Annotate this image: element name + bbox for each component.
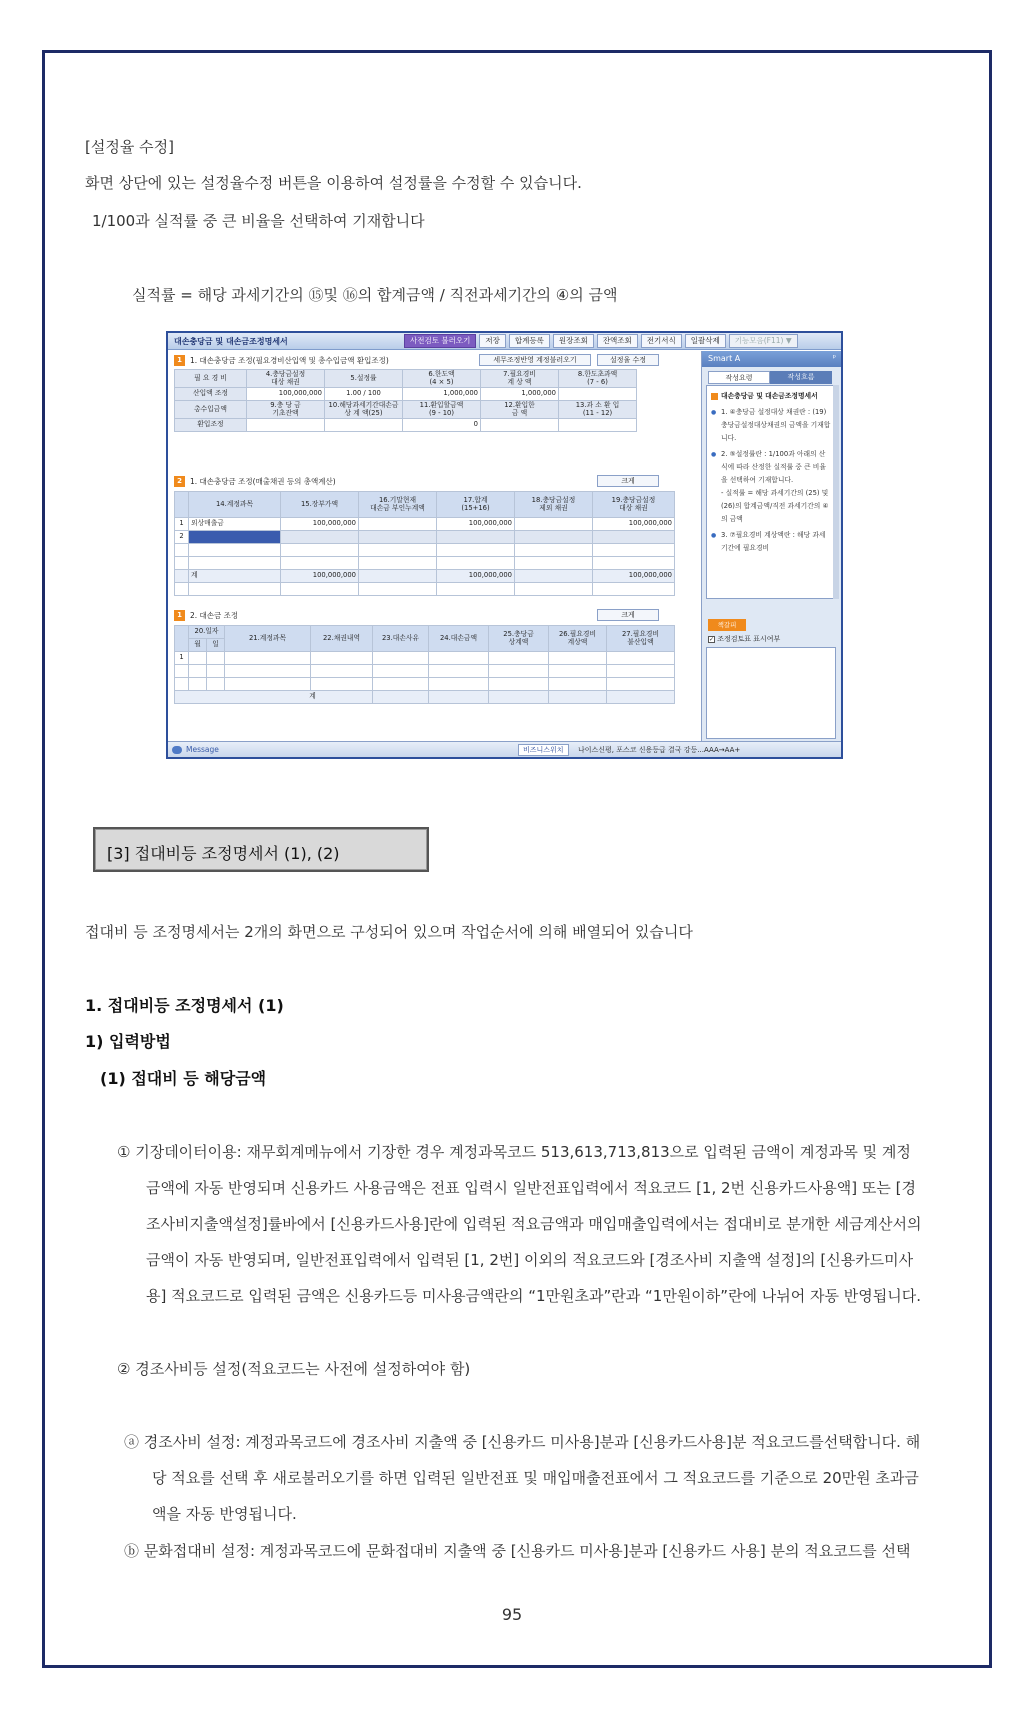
item-1-line: ① 기장데이터이용: 재무회계메뉴에서 기장한 경우 계정과목코드 513,613,713,813으로 입력된 금액이 계정과목 및 계정 — [117, 1143, 911, 1161]
table-cell[interactable]: 외상매출금 — [189, 518, 281, 531]
tab-guide[interactable]: 작성요령 — [708, 371, 770, 384]
row-number: 1 — [175, 652, 189, 665]
table-cell[interactable] — [359, 518, 437, 531]
table-header: 16.기말현재 대손금 부인누계액 — [359, 492, 437, 518]
row-number: 2 — [175, 531, 189, 544]
item-a-line: 당 적요를 선택 후 새로불러오기를 하면 입력된 일반전표 및 매입매출전표에서 그 적요코드를 기준으로 20만원 초과금 — [152, 1469, 919, 1487]
table-header: 7.필요경비 계 상 액 — [481, 370, 559, 388]
table-header: 26.필요경비 계상액 — [549, 626, 607, 652]
table-header: 5.설정률 — [325, 370, 403, 388]
smart-a-header — [702, 351, 842, 367]
table-header: 21.계정과목 — [225, 626, 311, 652]
bulk-delete-button[interactable]: 일괄삭제 — [685, 334, 726, 348]
table-cell[interactable] — [481, 419, 559, 432]
table-header: 9.충 당 금 기초잔액 — [247, 401, 325, 419]
total-cell — [359, 570, 437, 583]
table-cell[interactable]: 1,000,000 — [481, 388, 559, 401]
heading-2: 1) 입력방법 — [85, 1032, 171, 1051]
item-1-line: 용] 적요코드로 입력된 금액은 신용카드등 미사용금액란의 “1만원초과”란과 “1만원이하”란에 나뉘어 자동 반영됩니다. — [146, 1287, 922, 1305]
total-cell: 100,000,000 — [593, 570, 675, 583]
page-number: 95 — [501, 1605, 523, 1624]
row-label: 환입조정 — [175, 419, 247, 432]
intro-heading: [설정율 수정] — [85, 138, 174, 156]
table-header: 월 — [189, 639, 207, 652]
section-allowance-adjust — [174, 354, 694, 432]
load-review-button[interactable]: 사전검토 불러오기 — [404, 334, 476, 348]
save-button[interactable]: 저장 — [479, 334, 506, 348]
bookmark-button[interactable]: 책갈피 — [708, 619, 746, 631]
table-header: 10.해당과세기간대손금 상 계 액(25) — [325, 401, 403, 419]
table-cell[interactable] — [247, 419, 325, 432]
table-header: 14.계정과목 — [189, 492, 281, 518]
embedded-screenshot — [166, 331, 843, 759]
table-header: 6.한도액 (4 × 5) — [403, 370, 481, 388]
table-cell[interactable]: 100,000,000 — [437, 518, 515, 531]
section-bad-debt — [174, 609, 694, 704]
guide-item: ● 1. ④충당금 설정대상 채권란 : (19)충당금설정대상채권의 금액을 기재합니다. — [711, 406, 831, 445]
heading-3: (1) 접대비 등 해당금액 — [100, 1069, 267, 1088]
table-row[interactable] — [175, 518, 675, 531]
table-cell[interactable]: 100,000,000 — [247, 388, 325, 401]
table-cell[interactable] — [515, 518, 593, 531]
tab-flow[interactable]: 작성흐름 — [770, 371, 832, 384]
table-cell[interactable]: 100,000,000 — [593, 518, 675, 531]
window-title: 대손충당금 및 대손금조정명세서 — [174, 337, 288, 346]
enlarge-button[interactable]: 크게 — [597, 475, 659, 487]
scrollbar[interactable] — [833, 385, 839, 599]
total-register-button[interactable]: 합계등록 — [509, 334, 550, 348]
table-header: 25.충당금 상계액 — [489, 626, 549, 652]
section-number: 1 — [174, 355, 185, 366]
table-header: 8.한도초과액 (7 - 6) — [559, 370, 637, 388]
table-cell[interactable]: 100,000,000 — [281, 518, 359, 531]
heading-1: 1. 접대비등 조정명세서 (1) — [85, 996, 284, 1015]
row-label: 산입액 조정 — [175, 388, 247, 401]
table-header: 24.대손금액 — [429, 626, 489, 652]
table-cell[interactable] — [559, 388, 637, 401]
table-row — [175, 583, 675, 596]
toolbar — [404, 334, 798, 348]
section-title: 2. 대손금 조정 — [190, 611, 239, 620]
section-heading-box — [93, 827, 429, 872]
section-number: 1 — [174, 610, 185, 621]
ledger-view-button[interactable]: 원장조회 — [553, 334, 594, 348]
item-b-line: ⓑ 문화접대비 설정: 계정과목코드에 문화접대비 지출액 중 [신용카드 미사용]분과 [신용카드 사용] 분의 적요코드를 선택 — [124, 1542, 911, 1560]
formula-line: 실적률 = 해당 과세기간의 ⑮및 ⑯의 합계금액 / 직전과세기간의 ④의 금액 — [132, 286, 618, 304]
table-row-selected[interactable] — [175, 531, 675, 544]
table-cell[interactable] — [593, 531, 675, 544]
window-titlebar — [168, 333, 841, 350]
table-header: 19.충당금설정 대상 채권 — [593, 492, 675, 518]
paragraph: 접대비 등 조정명세서는 2개의 화면으로 구성되어 있으며 작업순서에 의해 배열되어 있습니다 — [85, 923, 693, 941]
table-header: 22.채권내역 — [311, 626, 373, 652]
message-icon — [172, 746, 182, 754]
row-number: 1 — [175, 518, 189, 531]
table-row — [175, 678, 675, 691]
total-label: 계 — [175, 691, 373, 704]
total-cell: 100,000,000 — [281, 570, 359, 583]
table-cell[interactable]: 0 — [403, 419, 481, 432]
total-row — [175, 691, 675, 704]
review-checkbox[interactable] — [708, 634, 780, 644]
total-cell — [515, 570, 593, 583]
side-tabs — [708, 371, 832, 384]
item-2: ② 경조사비등 설정(적요코드는 사전에 설정하여야 함) — [117, 1360, 471, 1378]
table-cell[interactable] — [559, 419, 637, 432]
table-header: 12.환입한 금 액 — [481, 401, 559, 419]
table-row[interactable] — [175, 652, 675, 665]
guide-title: 대손충당금 및 대손금조정명세서 — [711, 390, 831, 403]
table-cell[interactable] — [281, 531, 359, 544]
item-a-line: 액을 자동 반영됩니다. — [152, 1505, 297, 1523]
table-row — [175, 557, 675, 570]
rate-edit-button[interactable]: 설정율 수정 — [597, 354, 659, 366]
table-cell[interactable] — [189, 531, 281, 544]
status-bar — [168, 741, 841, 757]
table-header: 필 요 경 비 — [175, 370, 247, 388]
tax-adjust-load-button[interactable]: 세무조정반영 계정불러오기 — [479, 354, 591, 366]
allowance-table — [174, 369, 637, 432]
check-icon[interactable]: ✓ — [709, 635, 715, 643]
table-header — [175, 492, 189, 518]
enlarge-button[interactable]: 크게 — [597, 609, 659, 621]
table-header: 13.과 소 환 입 (11 - 12) — [559, 401, 637, 419]
guide-item: ● 3. ⑦필요경비 계상액란 : 해당 과세기간에 필요경비 — [711, 529, 831, 555]
pin-icon[interactable]: ᵖ — [832, 353, 836, 362]
table-cell[interactable] — [359, 531, 437, 544]
table-header: 11.환입할금액 (9 - 10) — [403, 401, 481, 419]
item-a-line: ⓐ 경조사비 설정: 계정과목코드에 경조사비 지출액 중 [신용카드 미사용]분과 [신용카드사용]분 적요코드를선택합니다. 해 — [124, 1433, 921, 1451]
table-cell[interactable] — [437, 531, 515, 544]
smart-a-title: Smart A — [708, 354, 741, 363]
side-empty-panel — [706, 647, 836, 739]
main-form — [168, 351, 699, 741]
total-row — [175, 570, 675, 583]
prior-form-button[interactable]: 전기서식 — [641, 334, 682, 348]
table-cell[interactable] — [325, 419, 403, 432]
table-header: 15.장부가액 — [281, 492, 359, 518]
item-1-line: 금액이 자동 반영되며, 일반전표입력에서 입력된 [1, 2번] 이외의 적요코드와 [경조사비 지출액 설정]의 [신용카드미사 — [146, 1251, 914, 1269]
section-title: 1. 대손충당금 조정(매출채권 등의 총액계산) — [190, 477, 336, 486]
news-ticker[interactable]: 나이스신평, 포스코 신용등급 결국 강등...AAA→AA+ — [578, 746, 741, 754]
bad-debt-table — [174, 625, 675, 704]
table-cell[interactable]: 1,000,000 — [403, 388, 481, 401]
smart-a-panel — [701, 351, 841, 741]
section-title: 1. 대손충당금 조정(필요경비산입액 및 총수입금액 환입조정) — [190, 356, 389, 365]
checkbox-label: 조정검토표 표시여부 — [717, 635, 781, 643]
table-header: 4.충당금설정 대상 채권 — [247, 370, 325, 388]
table-header — [175, 626, 189, 652]
guide-item: ● 2. ⑤설정률란 : 1/100과 아래의 산식에 따라 산정한 실적률 중 큰 비율을 선택하여 기재합니다. - 실적률 = 해당 과세기간의 (25) 및 (26)의 합계금액/직전 과세기간의 ④의 금액 — [711, 448, 831, 526]
function-menu-button[interactable]: 기능모음(F11) ▼ — [729, 334, 798, 348]
section-receivables — [174, 475, 694, 596]
table-header: 총수입금액 — [175, 401, 247, 419]
table-cell[interactable]: 1.00 / 100 — [325, 388, 403, 401]
table-header: 18.충당금설정 제외 채권 — [515, 492, 593, 518]
message-label[interactable]: Message — [186, 745, 219, 754]
item-1-line: 금액에 자동 반영되며 신용카드 사용금액은 전표 입력시 일반전표입력에서 적요코드 [1, 2번 신용카드사용액] 또는 [경 — [146, 1179, 916, 1197]
guide-content — [706, 385, 836, 599]
table-header: 23.대손사유 — [373, 626, 429, 652]
table-header: 일 — [207, 639, 225, 652]
intro-line: 1/100과 실적률 중 큰 비율을 선택하여 기재합니다 — [92, 212, 425, 230]
item-1-line: 조사비지출액설정]률바에서 [신용카드사용]란에 입력된 적요금액과 매입매출입력에서는 접대비로 분개한 세금계산서의 — [146, 1215, 922, 1233]
table-header: 27.필요경비 불산입액 — [607, 626, 675, 652]
total-label: 계 — [189, 570, 281, 583]
table-row — [175, 665, 675, 678]
total-cell: 100,000,000 — [437, 570, 515, 583]
intro-line: 화면 상단에 있는 설정율수정 버튼을 이용하여 설정률을 수정할 수 있습니다. — [85, 174, 582, 192]
section-heading: [3] 접대비등 조정명세서 (1), (2) — [107, 844, 340, 863]
balance-view-button[interactable]: 잔액조회 — [597, 334, 638, 348]
business-switch[interactable]: 비즈니스위치 — [518, 744, 569, 756]
section-number: 2 — [174, 476, 185, 487]
table-header: 20.일자 — [189, 626, 225, 639]
table-header: 17.합계 (15+16) — [437, 492, 515, 518]
receivables-table — [174, 491, 675, 596]
table-row — [175, 544, 675, 557]
table-cell[interactable] — [515, 531, 593, 544]
